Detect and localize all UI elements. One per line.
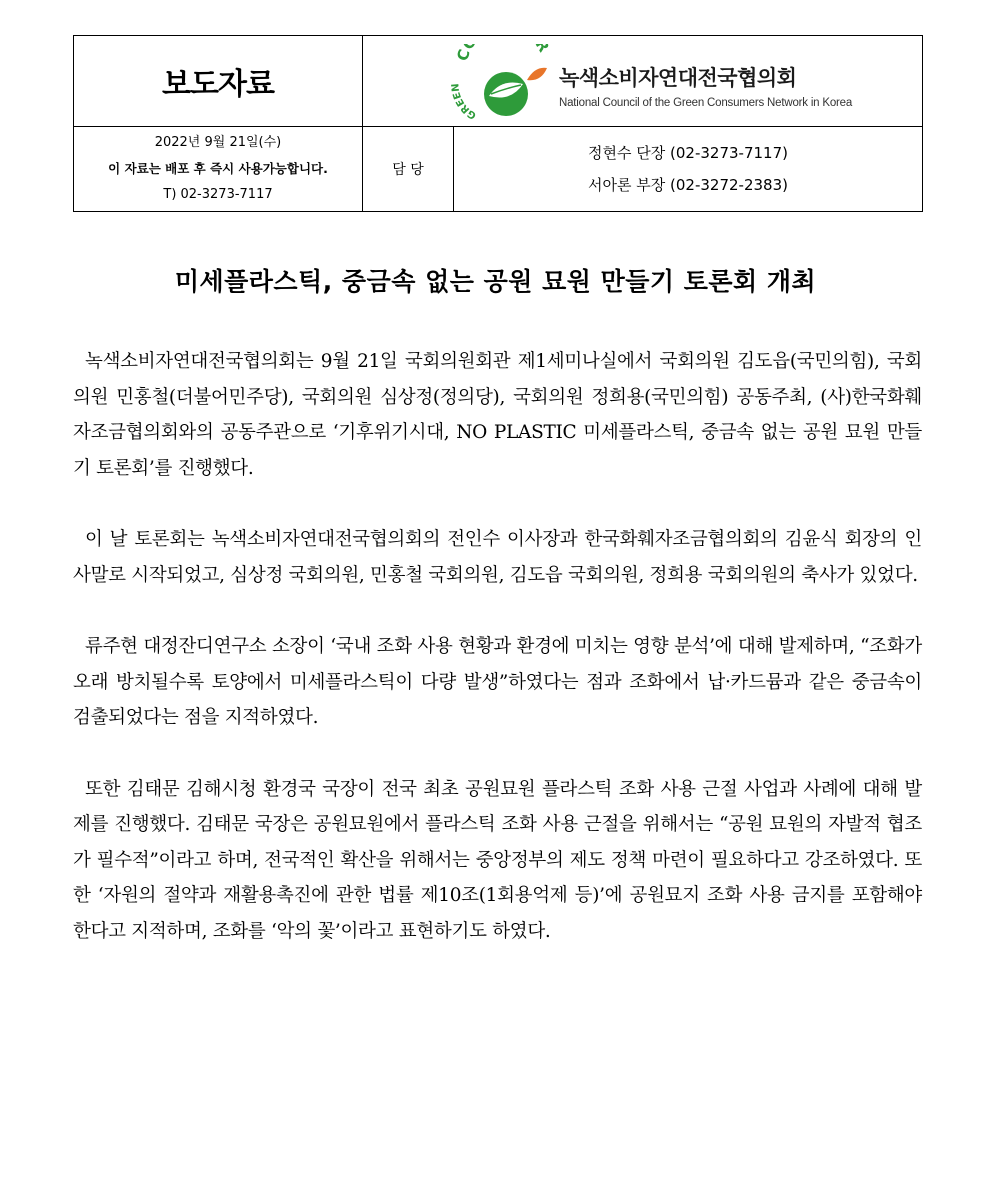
organization-name-korean: 녹색소비자연대전국협의회 — [559, 66, 797, 90]
press-header-table — [73, 35, 923, 212]
green-consumer-logo — [451, 44, 551, 120]
logo-green-text: GREEN — [451, 82, 479, 120]
logo-orange-leaf-icon — [527, 68, 547, 81]
in-charge-label: 담 당 — [363, 127, 454, 212]
contacts-cell — [454, 127, 923, 212]
body-paragraph: 또한 김태문 김해시청 환경국 국장이 전국 최초 공원묘원 플라스틱 조화 사용 근절 사업과 사례에 대해 발제를 진행했다. 김태문 국장은 공원묘원에서 플라스틱 조화 사용 근절을 위해서는 “공원 묘원의 자발적 협조가 필수적”이라고 하며, 전국적인 확산을 위해서는 중앙정부의 제도 정책 마련이 필요하다고 강조하였다. 또한 ‘자원의 절약과 재활용촉진에 관한 법률 제10조(1회용억제 등)’에 공원묘지 조화 사용 금지를 포함해야 한다고 지적하며, 조화를 ‘악의 꽃’이라고 표현하기도 하였다. — [73, 778, 922, 942]
release-phone: T) 02-3273-7117 — [163, 187, 273, 202]
press-release-title: 보도자료 — [74, 36, 363, 127]
article-headline: 미세플라스틱, 중금속 없는 공원 묘원 만들기 토론회 개최 — [174, 267, 817, 296]
body-paragraph: 류주현 대정잔디연구소 소장이 ‘국내 조화 사용 현황과 환경에 미치는 영향 분석’에 대해 발제하며, “조화가 오래 방치될수록 토양에서 미세플라스틱이 다량 발생”하였다는 점과 조화에서 납·카드뮴과 같은 중금속이 검출되었다는 점을 지적하였다. — [73, 636, 922, 728]
contact-person: 정현수 단장 (02-3273-7117) — [588, 144, 788, 162]
body-paragraph: 녹색소비자연대전국협의회는 9월 21일 국회의원회관 제1세미나실에서 국회의원 김도읍(국민의힘), 국회의원 민홍철(더불어민주당), 국회의원 심상정(정의당), 국회의원 정희용(국민의힘) 공동주최, (사)한국화훼자조금협의회와의 공동주관으로 ‘기후위기시대, NO PLASTIC 미세플라스틱, 중금속 없는 공원 묘원 만들기 토론회’를 진행했다. — [73, 351, 922, 479]
embargo-notice: 이 자료는 배포 후 즉시 사용가능합니다. — [108, 161, 328, 176]
contact-person: 서아론 부장 (02-3272-2383) — [588, 176, 788, 194]
body-paragraph: 이 날 토론회는 녹색소비자연대전국협의회의 전인수 이사장과 한국화훼자조금협의회의 김윤식 회장의 인사말로 시작되었고, 심상정 국회의원, 민홍철 국회의원, 김도읍 국회의원, 정희용 국회의원의 축사가 있었다. — [73, 529, 922, 586]
logo-consumer-text: C — [453, 46, 474, 64]
svg-text:CONSUMER — [453, 44, 551, 63]
release-info-cell — [74, 127, 363, 212]
release-date: 2022년 9월 21일(수) — [154, 135, 282, 150]
organization-name — [559, 62, 852, 109]
svg-text:GREEN — [451, 83, 479, 120]
article-body — [73, 344, 922, 985]
organization-name-english: National Council of the Green Consumers Network in Korea — [559, 97, 853, 109]
organization-logo-cell — [363, 36, 923, 127]
